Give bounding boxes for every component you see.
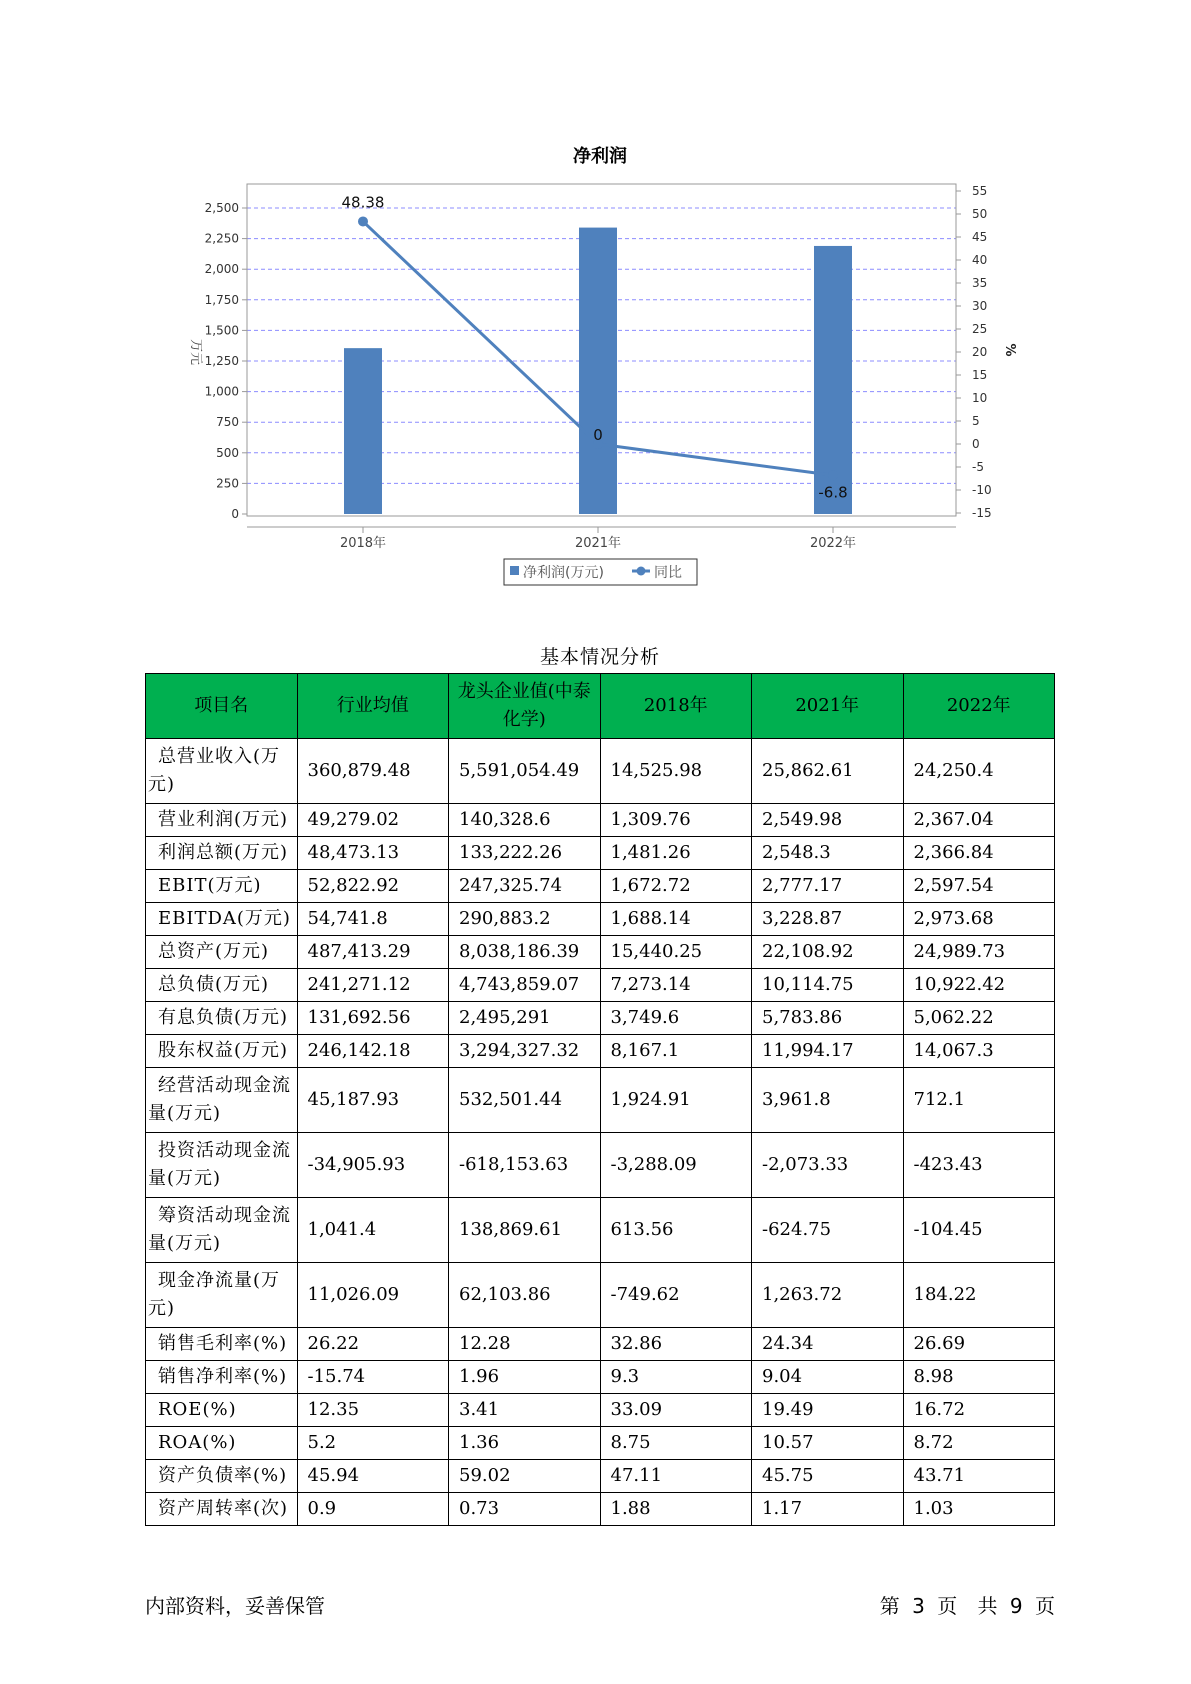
value-cell: 10.57 [752, 1427, 904, 1460]
value-cell: 3.41 [449, 1394, 601, 1427]
footer-page-info [874, 1590, 1055, 1619]
header-industry-avg: 行业均值 [297, 674, 449, 739]
y2-tick-label: 20 [972, 345, 988, 359]
value-cell: 140,328.6 [449, 804, 601, 837]
table-row [146, 969, 1055, 1002]
y2-tick-label: -15 [972, 506, 992, 520]
y-tick-label: 750 [216, 415, 239, 430]
x-tick-label: 2022年 [809, 536, 857, 551]
table-row [146, 1493, 1055, 1526]
value-cell: -3,288.09 [600, 1133, 752, 1198]
value-cell: 14,525.98 [600, 739, 752, 804]
value-cell: 5,062.22 [903, 1002, 1055, 1035]
table-row [146, 1263, 1055, 1328]
page-prefix: 第 [879, 1594, 900, 1618]
value-cell: 62,103.86 [449, 1263, 601, 1328]
value-cell: 10,114.75 [752, 969, 904, 1002]
row-label-cell: 筹资活动现金流量(万元) [146, 1198, 298, 1263]
y2-tick-label: -10 [972, 483, 992, 497]
page-number: 3 [912, 1594, 925, 1618]
x-axis-ticks [340, 527, 856, 551]
value-cell: 2,548.3 [752, 837, 904, 870]
y2-tick-label: 0 [972, 437, 980, 451]
value-cell: 22,108.92 [752, 936, 904, 969]
legend-line-label: 同比 [654, 565, 682, 581]
value-cell: 24,250.4 [903, 739, 1055, 804]
value-cell: 12.28 [449, 1328, 601, 1361]
row-label-cell: 资产负债率(%) [146, 1460, 298, 1493]
value-cell: 5.2 [297, 1427, 449, 1460]
yoy-data-label: -6.8 [818, 483, 848, 502]
table-row [146, 1198, 1055, 1263]
value-cell: 184.22 [903, 1263, 1055, 1328]
value-cell: 613.56 [600, 1198, 752, 1263]
bar-series [344, 228, 852, 514]
value-cell: 246,142.18 [297, 1035, 449, 1068]
header-2021: 2021年 [752, 674, 904, 739]
value-cell: 26.69 [903, 1328, 1055, 1361]
value-cell: 360,879.48 [297, 739, 449, 804]
bar-2018年 [344, 348, 382, 514]
value-cell: 49,279.02 [297, 804, 449, 837]
table-row [146, 1427, 1055, 1460]
value-cell: 1,263.72 [752, 1263, 904, 1328]
value-cell: 3,228.87 [752, 903, 904, 936]
value-cell: 1,041.4 [297, 1198, 449, 1263]
net-profit-chart [0, 0, 1191, 600]
value-cell: 1.36 [449, 1427, 601, 1460]
table-row [146, 804, 1055, 837]
y2-tick-label: 25 [972, 322, 988, 336]
value-cell: 2,495,291 [449, 1002, 601, 1035]
value-cell: 7,273.14 [600, 969, 752, 1002]
value-cell: 15,440.25 [600, 936, 752, 969]
table-row [146, 1328, 1055, 1361]
value-cell: 19.49 [752, 1394, 904, 1427]
value-cell: 45,187.93 [297, 1068, 449, 1133]
value-cell: 247,325.74 [449, 870, 601, 903]
page-unit: 页 [937, 1594, 958, 1618]
value-cell: 1.17 [752, 1493, 904, 1526]
value-cell: 3,961.8 [752, 1068, 904, 1133]
row-label-cell: EBIT(万元) [146, 870, 298, 903]
value-cell: 24.34 [752, 1328, 904, 1361]
yoy-data-label: 0 [593, 426, 603, 444]
y2-tick-label: 55 [972, 184, 988, 198]
value-cell: 5,591,054.49 [449, 739, 601, 804]
header-leader-value: 龙头企业值(中泰化学) [449, 674, 601, 739]
y2-tick-label: -5 [972, 460, 984, 474]
value-cell: 9.04 [752, 1361, 904, 1394]
chart-title: 净利润 [573, 146, 627, 167]
value-cell: 1.96 [449, 1361, 601, 1394]
row-label-cell: 销售毛利率(%) [146, 1328, 298, 1361]
footer-confidential-note: 内部资料，妥善保管 [145, 1594, 325, 1618]
value-cell: 1.03 [903, 1493, 1055, 1526]
value-cell: 487,413.29 [297, 936, 449, 969]
value-cell: -423.43 [903, 1133, 1055, 1198]
table-row [146, 1068, 1055, 1133]
y-tick-label: 1,500 [204, 323, 239, 338]
value-cell: 45.94 [297, 1460, 449, 1493]
value-cell: 10,922.42 [903, 969, 1055, 1002]
basic-analysis-table [145, 673, 1055, 1526]
value-cell: 241,271.12 [297, 969, 449, 1002]
header-2022: 2022年 [903, 674, 1055, 739]
value-cell: 8.75 [600, 1427, 752, 1460]
legend-bar-swatch [510, 566, 519, 575]
value-cell: 59.02 [449, 1460, 601, 1493]
value-cell: -15.74 [297, 1361, 449, 1394]
value-cell: 12.35 [297, 1394, 449, 1427]
table-row [146, 1035, 1055, 1068]
value-cell: 0.73 [449, 1493, 601, 1526]
value-cell: 9.3 [600, 1361, 752, 1394]
table-row [146, 837, 1055, 870]
row-label-cell: 总负债(万元) [146, 969, 298, 1002]
value-cell: 2,597.54 [903, 870, 1055, 903]
value-cell: 2,549.98 [752, 804, 904, 837]
y-tick-label: 2,500 [204, 201, 239, 215]
x-tick-label: 2018年 [339, 536, 387, 551]
value-cell: 48,473.13 [297, 837, 449, 870]
row-label-cell: 营业利润(万元) [146, 804, 298, 837]
y2-tick-label: 30 [972, 299, 988, 313]
row-label-cell: ROA(%) [146, 1427, 298, 1460]
y-tick-label: 250 [216, 476, 239, 491]
value-cell: 54,741.8 [297, 903, 449, 936]
value-cell: 32.86 [600, 1328, 752, 1361]
row-label-cell: 利润总额(万元) [146, 837, 298, 870]
table-body [146, 739, 1055, 1526]
row-label-cell: 资产周转率(次) [146, 1493, 298, 1526]
value-cell: -34,905.93 [297, 1133, 449, 1198]
y-tick-label: 1,250 [204, 354, 239, 368]
table-row [146, 870, 1055, 903]
legend-line-marker [637, 567, 646, 576]
row-label-cell: 有息负债(万元) [146, 1002, 298, 1035]
row-label-cell: 投资活动现金流量(万元) [146, 1133, 298, 1198]
total-unit: 页 [1035, 1594, 1055, 1618]
value-cell: 14,067.3 [903, 1035, 1055, 1068]
row-label-cell: 销售净利率(%) [146, 1361, 298, 1394]
value-cell: 4,743,859.07 [449, 969, 601, 1002]
table-row [146, 936, 1055, 969]
left-axis-ticks [205, 201, 247, 521]
value-cell: 290,883.2 [449, 903, 601, 936]
y-tick-label: 2,000 [204, 262, 239, 277]
value-cell: 5,783.86 [752, 1002, 904, 1035]
value-cell: 8,167.1 [600, 1035, 752, 1068]
value-cell: 1,688.14 [600, 903, 752, 936]
y2-tick-label: 15 [972, 368, 988, 382]
table-row [146, 1002, 1055, 1035]
value-cell: 8.72 [903, 1427, 1055, 1460]
y2-tick-label: 5 [972, 414, 980, 428]
y2-tick-label: 35 [972, 276, 988, 290]
value-cell: 8,038,186.39 [449, 936, 601, 969]
y-axis-label: 万元 [188, 338, 203, 366]
y2-tick-label: 10 [972, 391, 988, 405]
row-label-cell: 现金净流量(万元) [146, 1263, 298, 1328]
table-row [146, 1361, 1055, 1394]
value-cell: 3,749.6 [600, 1002, 752, 1035]
value-cell: 1,309.76 [600, 804, 752, 837]
value-cell: -618,153.63 [449, 1133, 601, 1198]
value-cell: 43.71 [903, 1460, 1055, 1493]
yoy-point [358, 216, 368, 226]
value-cell: 0.9 [297, 1493, 449, 1526]
header-2018: 2018年 [600, 674, 752, 739]
value-cell: 3,294,327.32 [449, 1035, 601, 1068]
value-cell: 16.72 [903, 1394, 1055, 1427]
value-cell: -2,073.33 [752, 1133, 904, 1198]
value-cell: 2,366.84 [903, 837, 1055, 870]
y-tick-label: 1,000 [204, 384, 239, 399]
total-prefix: 共 [977, 1594, 998, 1618]
value-cell: -104.45 [903, 1198, 1055, 1263]
value-cell: 8.98 [903, 1361, 1055, 1394]
y-tick-label: 0 [231, 507, 239, 521]
value-cell: 24,989.73 [903, 936, 1055, 969]
table-row [146, 903, 1055, 936]
table-row [146, 1394, 1055, 1427]
table-row [146, 739, 1055, 804]
bar-2021年 [579, 228, 617, 514]
value-cell: 138,869.61 [449, 1198, 601, 1263]
row-label-cell: ROE(%) [146, 1394, 298, 1427]
table-caption: 基本情况分析 [539, 646, 660, 668]
row-label-cell: 总营业收入(万元) [146, 739, 298, 804]
value-cell: 25,862.61 [752, 739, 904, 804]
value-cell: 133,222.26 [449, 837, 601, 870]
total-pages: 9 [1009, 1594, 1023, 1618]
yoy-point [828, 470, 838, 480]
y-tick-label: 1,750 [204, 292, 239, 307]
value-cell: -749.62 [600, 1263, 752, 1328]
yoy-data-label: 48.38 [341, 193, 385, 212]
header-item-name: 项目名 [146, 674, 298, 739]
value-cell: 2,777.17 [752, 870, 904, 903]
right-axis-ticks [956, 184, 992, 520]
x-tick-label: 2021年 [574, 536, 622, 551]
value-cell: 33.09 [600, 1394, 752, 1427]
y2-axis-label: % [1002, 343, 1017, 357]
value-cell: 532,501.44 [449, 1068, 601, 1133]
y-tick-label: 500 [216, 445, 239, 460]
value-cell: 52,822.92 [297, 870, 449, 903]
row-label-cell: EBITDA(万元) [146, 903, 298, 936]
value-cell: 712.1 [903, 1068, 1055, 1133]
value-cell: 2,973.68 [903, 903, 1055, 936]
value-cell: 26.22 [297, 1328, 449, 1361]
y2-tick-label: 45 [972, 230, 988, 244]
value-cell: 11,026.09 [297, 1263, 449, 1328]
legend-bar-label: 净利润(万元) [523, 565, 604, 581]
y2-tick-label: 40 [972, 253, 988, 267]
chart-legend [504, 559, 697, 585]
row-label-cell: 股东权益(万元) [146, 1035, 298, 1068]
value-cell: 11,994.17 [752, 1035, 904, 1068]
table-row [146, 1460, 1055, 1493]
row-label-cell: 经营活动现金流量(万元) [146, 1068, 298, 1133]
value-cell: 2,367.04 [903, 804, 1055, 837]
table-header-row [146, 674, 1055, 739]
value-cell: 1.88 [600, 1493, 752, 1526]
value-cell: 1,481.26 [600, 837, 752, 870]
value-cell: 1,672.72 [600, 870, 752, 903]
value-cell: 131,692.56 [297, 1002, 449, 1035]
value-cell: 47.11 [600, 1460, 752, 1493]
value-cell: -624.75 [752, 1198, 904, 1263]
value-cell: 45.75 [752, 1460, 904, 1493]
table-row [146, 1133, 1055, 1198]
row-label-cell: 总资产(万元) [146, 936, 298, 969]
y2-tick-label: 50 [972, 207, 988, 221]
y-tick-label: 2,250 [204, 231, 239, 246]
value-cell: 1,924.91 [600, 1068, 752, 1133]
